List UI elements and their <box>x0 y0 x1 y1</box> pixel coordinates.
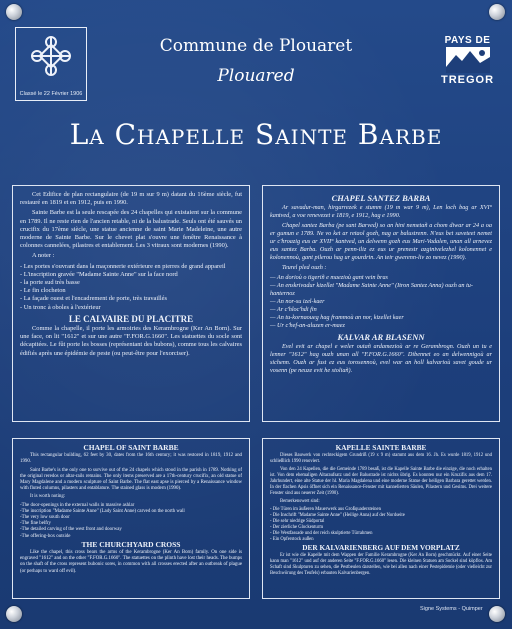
de-paragraph: Bemerkenswert sind: <box>280 499 320 504</box>
commune-title: Commune de Plouaret <box>159 36 353 56</box>
list-item: - Die Türen im äußeren Mauerwerk aus Großquadersteinen <box>270 507 381 512</box>
english-text-panel <box>12 438 250 599</box>
fr-paragraph: A noter : <box>32 252 55 260</box>
list-item: — An enskrivadur kizellet "Madame Sainte Anne" (Itron Santez Anna) ouzh an tu-hanternoz <box>270 282 473 297</box>
en-notes-list <box>20 503 242 540</box>
en-paragraph: Like the chapel, this cross bears the arms of the Kerambrogne (Ker An Born) family. On one side is engraved "1612" and on the other "F.FOR.G.1660". The statuettes on the plinth have lost their heads. The bumps on the shaft of the cross represent bubonic sores, in common with all crosses erected after an outbreak of plague (or perhaps to ward off evil). <box>20 550 242 574</box>
en-heading: CHAPEL OF SAINT BARBE <box>83 443 179 452</box>
en-paragraph: Saint Barbe's is the only one to survive out of the 24 chapels which stood in the parish in 1789. Nothing of the original reredos or altar-rails remains. The only items preserved are a 17th-century crucifix, an old statue of Mary Magdalene and a modern sculpture of Saint Barbe. The flat east apse is pierced by a Renaissance window with fluted columns, pilasters and entablature. The stained glass is modern (1990). <box>20 467 242 492</box>
list-item: - La façade ouest et l'encadrement de porte, très travaillés <box>20 295 167 303</box>
commune-breton-title: Plouared <box>217 66 295 86</box>
screw-bottom-right <box>489 606 505 622</box>
list-item: -The very low south door <box>20 515 70 521</box>
de-paragraph: Dieses Bauwerk von rechteckigem Grundriß (19 x 9 m) stammt aus dem 16. Jh. Es wurde 1819, 1912 und schließlich 1990 renoviert. <box>270 453 492 464</box>
list-item: — An nor-su izel-kaer <box>270 298 325 305</box>
br-paragraph: Ar savadur-man, hirgarrezek e stumm (19 m war 9 m), Len loch bag ar XVI° kantved, a voe renevezet e 1819, e 1912, hag e 1990. <box>270 204 492 219</box>
list-item: - Ein Opferstock außen <box>270 537 314 542</box>
de-notes-list <box>270 507 492 543</box>
list-item: - Un tronc à oboles à l'extérieur <box>20 303 101 311</box>
en-paragraph: This rectangular building, 62 feet by 30, dates from the 16th century; it was restored in 1819, 1912 and 1990. <box>20 453 242 465</box>
logo-caption: Classé le 22 Février 1906 <box>19 91 83 97</box>
list-item: -The door-openings in the external walls in massive ashlar <box>20 502 135 508</box>
list-item: — Ar c'hloc'hdi fin <box>270 306 317 313</box>
list-item: - Les portes s'ouvrant dans la maçonnerie extérieure en pierres de grand appareil <box>20 262 226 270</box>
list-item: - L'inscription gravée "Madame Sainte Anne" sur la face nord <box>20 270 178 278</box>
screw-bottom-left <box>6 606 22 622</box>
list-item: — An tu-kornaoueg hag frammoù an nor, kizellet kaer <box>270 314 404 321</box>
breton-text-panel <box>262 185 500 422</box>
list-item: - Die Westfassade und der reich skulptierte Türrahmen <box>270 531 373 536</box>
list-item: - Le fin clocheton <box>20 287 66 295</box>
list-item: -The inscription "Madame Sainte Anne" (Lady Saint Anne) carved on the north wall <box>20 508 185 514</box>
br-heading: CHAPEL SANTEZ BARBA <box>331 193 431 203</box>
list-item: - Der zierliche Glockenturm <box>270 525 323 530</box>
maker-credit: Signe Systems - Quimper <box>420 606 483 612</box>
de-paragraph: Er ist wie die Kapelle mit dem Wappen der Familie Kerambrogne (Ker An Born) geschmückt. Auf einer Seite kann man "1612" und auf der anderen Seite "F.FOR.G.1660" lesen. Die kleinen Statuen am Sockel sind köpflos. Am Schaft sind Skulpturen zu sehen, die Pestbeulen darstellen, wie bei allen nach einer Pestepidemie (oder vielleicht zur Beschwörung des Teufels) erbauten Kalvarienbergen. <box>270 553 492 576</box>
page-title: La Chapelle Sainte Barbe <box>69 118 443 151</box>
br-section-heading: KALVAR AR BLASENN <box>337 332 425 342</box>
logo-top-text: PAYS DE <box>444 35 491 46</box>
screw-top-right <box>489 4 505 20</box>
br-paragraph: Evel evit ar chapel e weler outañ ardamezioù ar re Gerambrogn. Ouzh un tu e lenner "1612" hag ouzh unan all "F.FOR.G.1660". Dibennet eo an delwennigoù ar sichenn. Ouzh ar fust ez eus torosennoù, evel war an holl kalvarioù savet goude ur vosenn (pe neuze evit he stoliañ). <box>270 343 492 374</box>
list-item: — An dorioù o tigeriñ e maezioù gant vein bras <box>270 274 388 281</box>
list-item: -The fine belfry <box>20 521 51 527</box>
br-notes-list <box>270 274 492 330</box>
fr-paragraph: Sainte Barbe est la seule rescapée des 24 chapelles qui existaient sur la commune en 1789. Il ne reste rien de l'ancien retable, ni de la balustrade. Seuls ont été sauvés un crucifix du 17ème siècle, une statue ancienne de saint Marie Madeleine, une autre moderne de Sainte Barbe. Sur le chevet plat s'ouvre une fenêtre Renaissance à colonnes cannelées, pilastres et entablement. Les 3 vitraux sont modernes (1990). <box>20 209 242 250</box>
list-item: — Ur c'hef-an-aluzen er-maez <box>270 322 345 329</box>
fr-notes-list <box>20 263 242 312</box>
german-text-panel <box>262 438 500 599</box>
screw-top-left <box>6 4 22 20</box>
fr-section-heading: LE CALVAIRE DU PLACITRE <box>68 313 194 324</box>
de-section-heading: DER KALVARIENBERG AUF DEM VORPLATZ <box>302 543 460 552</box>
list-item: - Die Inschrift "Madame Sainte Anne" (Heilige Anna) auf der Nordseite <box>270 513 405 518</box>
fr-paragraph: Cet Edifice de plan rectangulaire (de 19 m sur 9 m) datant du 16ème siècle, fut restauré en 1819 et en 1912, puis en 1990. <box>20 191 242 207</box>
french-text-panel <box>12 185 250 422</box>
list-item: -The offering-box outside <box>20 533 71 539</box>
fr-paragraph: Comme la chapelle, il porte les armoiries des Kerambrogne (Ker An Born). Sur une face, on lit "1612" et sur une autre "F.FOR.G.1660". Les statuettes du socle sont décapitées. Le fût porte les bosses (représentant des bubons), comme tous les calvaires édifiés après une épidémie de peste (ou peut-être pour l'exorciser). <box>20 325 242 357</box>
logo-bottom-text: TREGOR <box>440 74 495 86</box>
br-paragraph: Teurel pled ouzh : <box>282 264 327 271</box>
de-paragraph: Von den 24 Kapellen, die die Gemeinde 1789 besaß, ist die Kapelle Sainte Barbe die einzige, die noch erhalten ist. Von dem ehemaligen Altaraufsatz und der Balustrade ist nichts übrig. Es konnten nur ein Kruzifix aus dem 17. Jahrhundert, eine alte Statue der hl. Maria Magdalena und eine moderne Statue der heiligen Barbara gerettet werden. In der flachen Apsis öffnet sich ein Renaissance-Fenster mit kannelierten Säulen, Pilastern und Gesims. Drei weitere Fenster sind aus neuerer Zeit (1990). <box>270 467 492 496</box>
list-item: - la porte sud très basse <box>20 279 80 287</box>
list-item: -The detailed carving of the west front and doorway <box>20 527 122 533</box>
en-section-heading: THE CHURCHYARD CROSS <box>81 539 181 549</box>
br-paragraph: Chapel santez Barba (pe sant Barved) so an hini nemetañ a chom diwar ar 24 a oa er gumun e 1789. Ne vo ket ar retaol gozh, nag ar balustrenn. N'eus bet saveteet nemet ur c'hroazig eus ar XVII° kantved, un delwenn gozh eus Mari-Vadalen, unan all arnevez eus santez Barba. Ouzh ar penn-iliz ez eus ur prenestr azginivelezhel kolonennet e kolonennoù, gant pilerou hag ur gourdrin. An teir gwerenn-liv zo nevez (1990). <box>270 222 492 261</box>
list-item: - Die sehr niedrige Südportal <box>270 519 325 524</box>
en-paragraph: It is worth noting: <box>30 494 66 500</box>
de-heading: KAPELLE SAINTE BARBE <box>335 443 427 452</box>
